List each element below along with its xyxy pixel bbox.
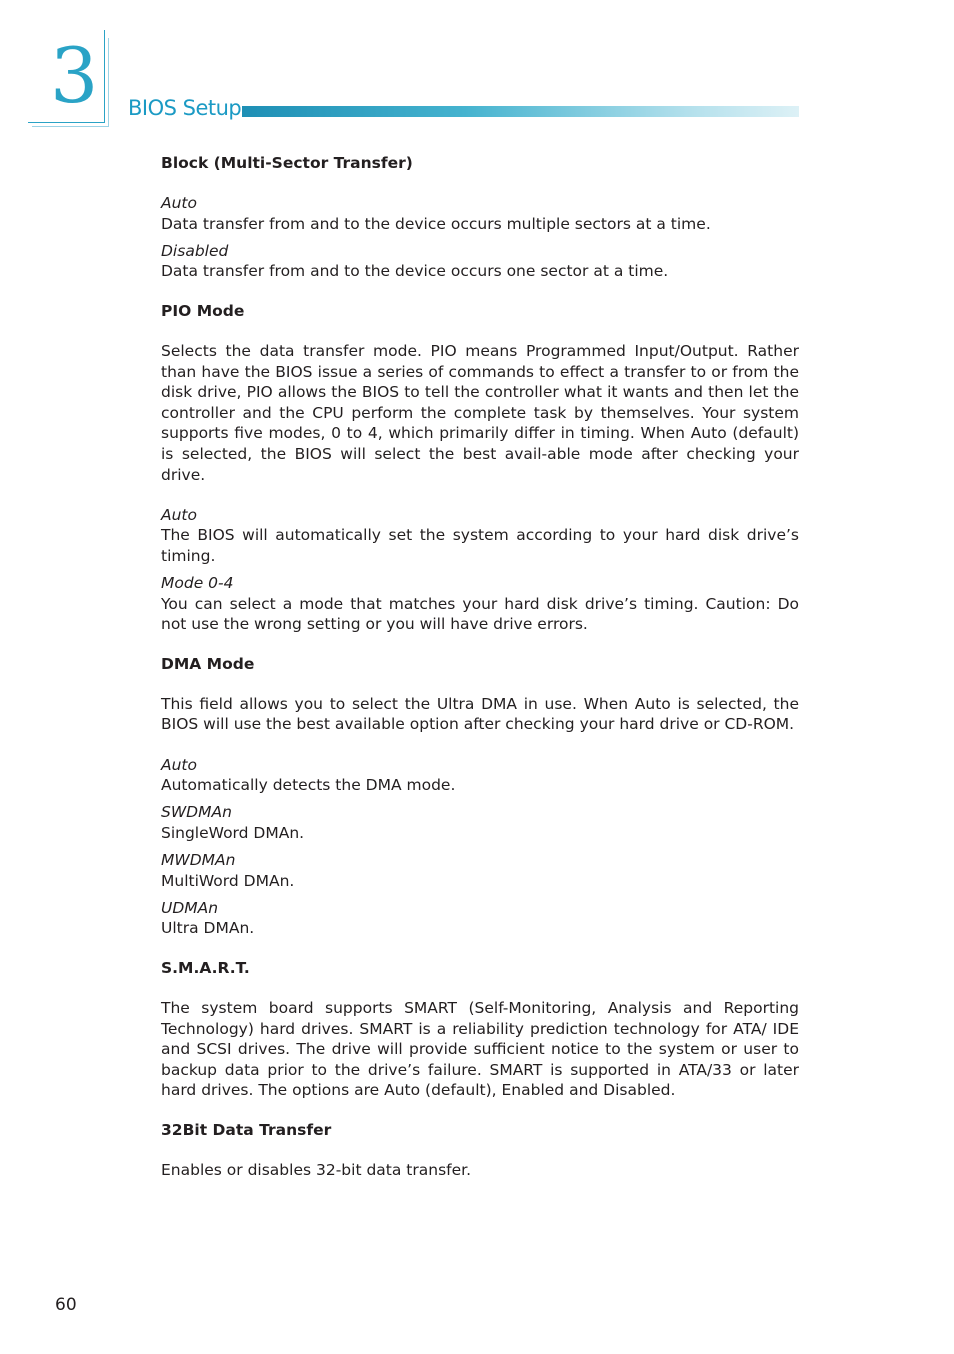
option-name: MWDMAn [161, 850, 236, 869]
option-description: SingleWord DMAn. [161, 823, 305, 842]
option-description: Ultra DMAn. [161, 919, 255, 938]
chapter-title: BIOS Setup [128, 96, 242, 120]
option-name: Disabled [161, 241, 229, 260]
chapter-number: 3 [50, 31, 99, 120]
option-description: Data transfer from and to the device occurs one sector at a time. [161, 262, 669, 281]
section-smart [161, 958, 799, 1101]
option-name: Auto [161, 194, 197, 213]
section-body: Selects the data transfer mode. PIO means Programmed Input/Output. Rather than have the BIOS issue a series of commands to effect a transfer to or from the disk drive, PIO allows the BIOS to tell the controller what it wants and then let the controller and the CPU perform the complete task by themselves. Your system supports five modes, 0 to 4, which primarily differ in timing. When Auto (default) is selected, the BIOS will select the best avail-able mode after checking your drive. [161, 342, 799, 484]
option-name: SWDMAn [161, 803, 232, 822]
page-number: 60 [55, 1295, 77, 1315]
section-dma-mode [161, 654, 799, 939]
section-body: This field allows you to select the Ultra DMA in use. When Auto is selected, the BIOS will use the best available option after checking your hard drive or CD-ROM. [161, 694, 799, 734]
section-body: Enables or disables 32-bit data transfer. [161, 1161, 472, 1180]
section-title: S.M.A.R.T. [161, 958, 250, 977]
option-description: Data transfer from and to the device occurs multiple sectors at a time. [161, 214, 711, 233]
page-content [161, 153, 799, 1201]
option-name: Auto [161, 505, 197, 524]
option-description: MultiWord DMAn. [161, 871, 295, 890]
section-title: DMA Mode [161, 654, 255, 673]
section-block-transfer [161, 153, 799, 282]
section-title: 32Bit Data Transfer [161, 1121, 332, 1140]
option-name: Auto [161, 755, 197, 774]
section-title: PIO Mode [161, 301, 245, 320]
section-pio-mode [161, 301, 799, 635]
option-name: UDMAn [161, 898, 219, 917]
option-description: The BIOS will automatically set the system according to your hard disk drive’s timing. [161, 526, 799, 565]
section-32bit-transfer [161, 1120, 799, 1181]
section-title: Block (Multi-Sector Transfer) [161, 154, 413, 172]
option-description: You can select a mode that matches your hard disk drive’s timing. Caution: Do not use the wrong setting or you will have drive errors. [161, 594, 799, 634]
section-body: The system board supports SMART (Self-Monitoring, Analysis and Reporting Technology) hard drives. SMART is a reliability prediction technology for ATA/ IDE and SCSI drives. The drive will provide sufficient notice to the system or user to backup data prior to the drive’s failure. SMART is supported in ATA/33 or later hard drives. The options are Auto (default), Enabled and Disabled. [161, 998, 799, 1100]
chapter-header-bar [242, 106, 799, 117]
option-description: Automatically detects the DMA mode. [161, 776, 456, 795]
option-name: Mode 0-4 [161, 574, 234, 592]
